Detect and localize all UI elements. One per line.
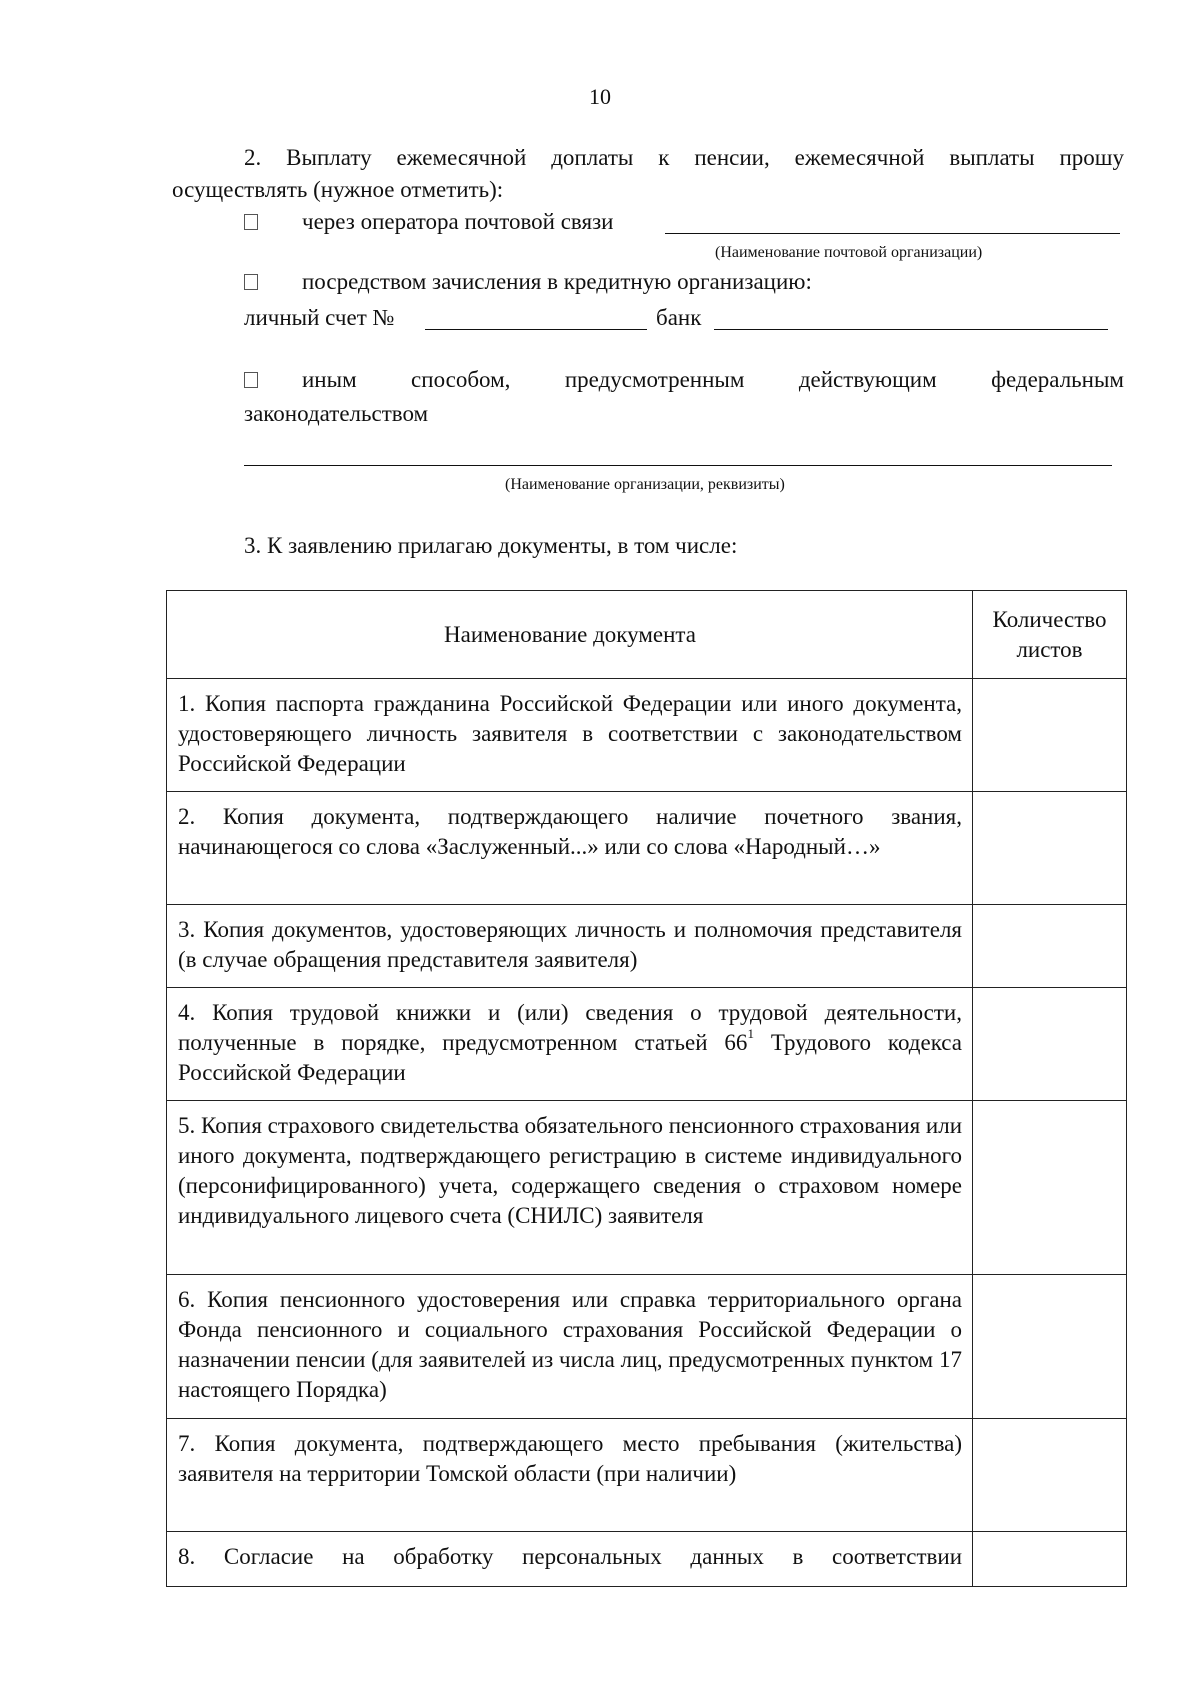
document-name-4-text: 4. Копия трудовой книжки и (или) сведения о трудовой деятельности, полученные в порядке, предусмотренном статьей 66 [178, 1000, 962, 1055]
postal-organization-field[interactable] [665, 233, 1120, 234]
sheet-count-cell[interactable] [973, 905, 1127, 988]
document-name-3: 3. Копия документов, удостоверяющих личность и полномочия представителя (в случае обращения представителя заявителя) [167, 905, 973, 988]
bank-label: банк [656, 305, 702, 330]
sheet-count-cell[interactable] [973, 1532, 1127, 1587]
sheet-count-cell[interactable] [973, 988, 1127, 1101]
sheet-count-cell[interactable] [973, 1101, 1127, 1275]
account-number-field[interactable] [425, 329, 647, 330]
document-name-7: 7. Копия документа, подтверждающего место пребывания (жительства) заявителя на территории Томской области (при наличии) [167, 1419, 973, 1532]
document-name-8: 8. Согласие на обработку персональных данных в соответствии [167, 1532, 973, 1587]
sheet-count-cell[interactable] [973, 792, 1127, 905]
table-row [167, 1101, 1127, 1275]
header-sheet-count: Количество листов [973, 591, 1127, 679]
page-number: 10 [589, 84, 611, 109]
table-header-row [167, 591, 1127, 679]
option-other-label: иным способом, предусмотренным действующим федеральным [302, 367, 1124, 392]
section2-intro-line1: 2. Выплату ежемесячной доплаты к пенсии, ежемесячной выплаты прошу [244, 145, 1124, 170]
document-name-6: 6. Копия пенсионного удостоверения или справка территориального органа Фонда пенсионного и социального страхования Российской Федерации о назначении пенсии (для заявителей из числа лиц, предусмотренных пунктом 17 настоящего Порядка) [167, 1275, 973, 1419]
option-postal-label: через оператора почтовой связи [302, 209, 614, 234]
document-name-5: 5. Копия страхового свидетельства обязательного пенсионного страхования или иного документа, подтверждающего регистрацию в системе индивидуального (персонифицированного) учета, содержащего сведения о страховом номере индивидуального лицевого счета (СНИЛС) заявителя [167, 1101, 973, 1275]
option-other-label-line2: законодательством [244, 401, 429, 426]
section2-intro-line2: осуществлять (нужное отметить): [172, 177, 504, 202]
other-organization-caption: (Наименование организации, реквизиты) [505, 476, 785, 493]
table-row [167, 792, 1127, 905]
document-name-1: 1. Копия паспорта гражданина Российской Федерации или иного документа, удостоверяющего личность заявителя в соответствии с законодательством Российской Федерации [167, 679, 973, 792]
bank-name-field[interactable] [714, 329, 1108, 330]
table-row [167, 905, 1127, 988]
account-label: личный счет № [244, 305, 395, 330]
table-row [167, 679, 1127, 792]
option-bank-label: посредством зачисления в кредитную организацию: [302, 269, 812, 294]
section3-heading: 3. К заявлению прилагаю документы, в том числе: [244, 533, 738, 558]
table-row [167, 1275, 1127, 1419]
postal-organization-caption: (Наименование почтовой организации) [715, 244, 983, 261]
header-document-name: Наименование документа [167, 591, 973, 679]
document-name-2: 2. Копия документа, подтверждающего наличие почетного звания, начинающегося со слова «Заслуженный...» или со слова «Народный…» [167, 792, 973, 905]
sheet-count-cell[interactable] [973, 1275, 1127, 1419]
option-postal-checkbox[interactable] [244, 214, 258, 230]
sheet-count-cell[interactable] [973, 679, 1127, 792]
option-bank-checkbox[interactable] [244, 274, 258, 290]
documents-table [166, 590, 1127, 1587]
article-superscript: 1 [747, 1026, 754, 1041]
table-row [167, 988, 1127, 1101]
document-name-4-text-end: Трудового кодекса Российской Федерации [178, 1030, 962, 1085]
table-row [167, 1419, 1127, 1532]
table-row [167, 1532, 1127, 1587]
option-other-checkbox[interactable] [244, 372, 258, 388]
other-organization-field[interactable] [244, 465, 1112, 466]
sheet-count-cell[interactable] [973, 1419, 1127, 1532]
document-name-4 [167, 988, 973, 1101]
